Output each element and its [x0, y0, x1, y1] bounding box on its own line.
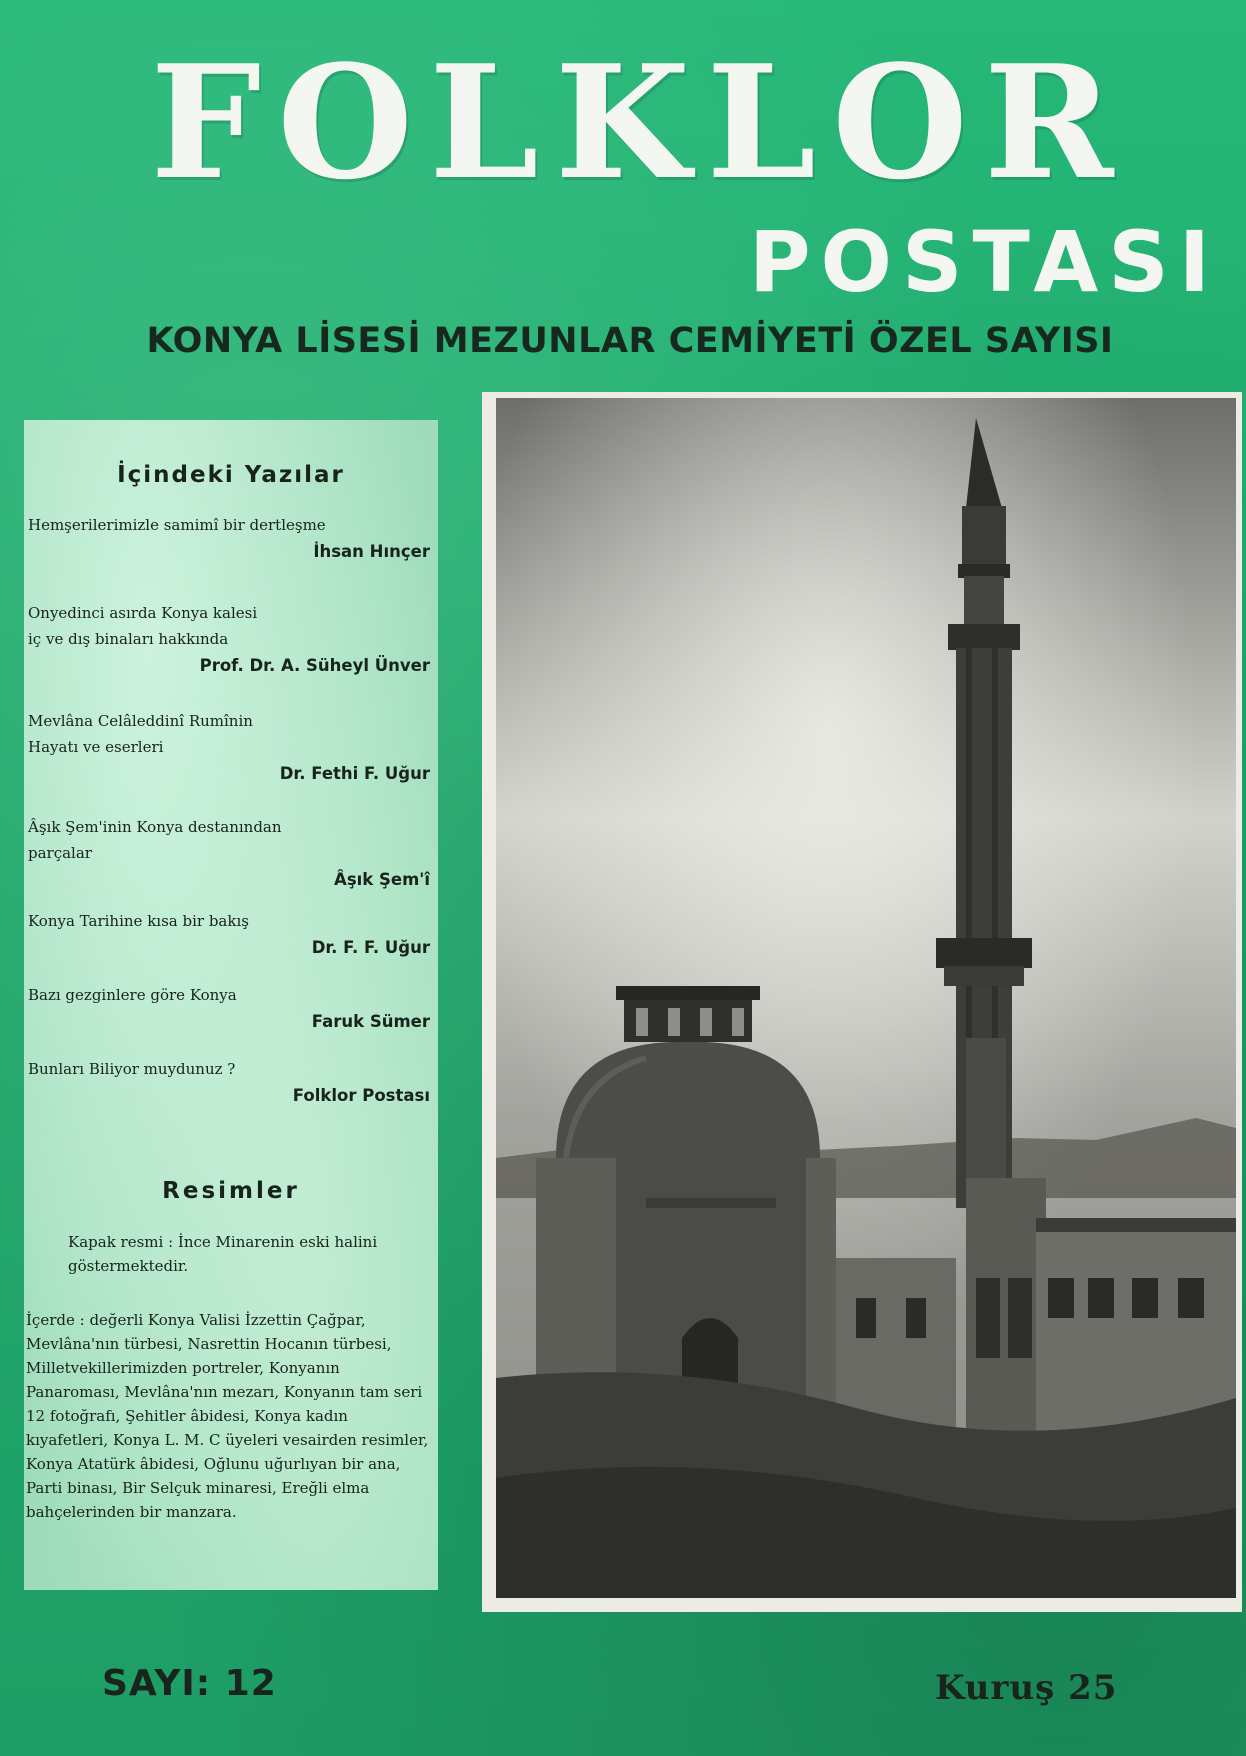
- contents-item: [28, 814, 430, 894]
- magazine-subtitle: POSTASI: [748, 213, 1220, 311]
- contents-item-author: Dr. Fethi F. Uğur: [279, 764, 430, 783]
- cover-picture-note: Kapak resmi : İnce Minarenin eski halini göstermektedir.: [68, 1233, 378, 1275]
- contents-item-author: Prof. Dr. A. Süheyl Ünver: [199, 656, 430, 675]
- contents-item: [28, 908, 430, 962]
- price-label: Kuruş 25: [935, 1668, 1118, 1708]
- contents-item-author: Dr. F. F. Uğur: [311, 938, 430, 957]
- mosque-minaret-image: [496, 398, 1236, 1598]
- cover-photo-frame: [482, 392, 1242, 1612]
- contents-item-title: Bunları Biliyor muydunuz ?: [28, 1060, 236, 1078]
- contents-heading: İçindeki Yazılar: [117, 462, 345, 488]
- contents-item-author: Faruk Sümer: [311, 1012, 430, 1031]
- minaret-photograph: [496, 398, 1236, 1598]
- issue-number: SAYI: 12: [102, 1663, 277, 1704]
- contents-item: [28, 708, 430, 788]
- contents-item-title: Bazı gezginlere göre Konya: [28, 986, 237, 1004]
- inner-pictures-note: İçerde : değerli Konya Valisi İzzettin Çağpar, Mevlâna'nın türbesi, Nasrettin Hocanın türbesi, Milletvekillerimizden portreler, Konyanın Panaroması, Mevlâna'nın mezarı, Konyanın tam seri 12 fotoğrafı, Şehitler âbidesi, Konya kadın kıyafetleri, Konya L. M. C üyeleri vesairden resimler, Konya Atatürk âbidesi, Oğlunu uğurlıyan bir ana, Parti binası, Bir Selçuk minaresi, Ereğli elma bahçelerinden bir manzara.: [26, 1311, 429, 1521]
- contents-item: [28, 982, 430, 1036]
- magazine-title: FOLKLOR: [150, 31, 1130, 214]
- contents-item-author: Folklor Postası: [292, 1086, 430, 1105]
- contents-item: [28, 512, 430, 566]
- pictures-heading: Resimler: [162, 1178, 300, 1204]
- contents-item: [28, 600, 430, 680]
- contents-item-title: Mevlâna Celâleddinî Rumînin Hayatı ve eserleri: [28, 712, 253, 756]
- contents-item-author: İhsan Hınçer: [313, 542, 430, 561]
- contents-item-title: Konya Tarihine kısa bir bakış: [28, 912, 249, 930]
- contents-panel: [24, 420, 438, 1590]
- contents-item-author: Âşık Şem'î: [334, 870, 430, 889]
- contents-item-title: Onyedinci asırda Konya kalesi iç ve dış binaları hakkında: [28, 604, 258, 648]
- contents-item-title: Âşık Şem'inin Konya destanından parçalar: [28, 818, 282, 862]
- issue-tagline: KONYA LİSESİ MEZUNLAR CEMİYETİ ÖZEL SAYISI: [146, 321, 1114, 361]
- contents-item-title: Hemşerilerimizle samimî bir dertleşme: [28, 516, 326, 534]
- contents-item: [28, 1056, 430, 1110]
